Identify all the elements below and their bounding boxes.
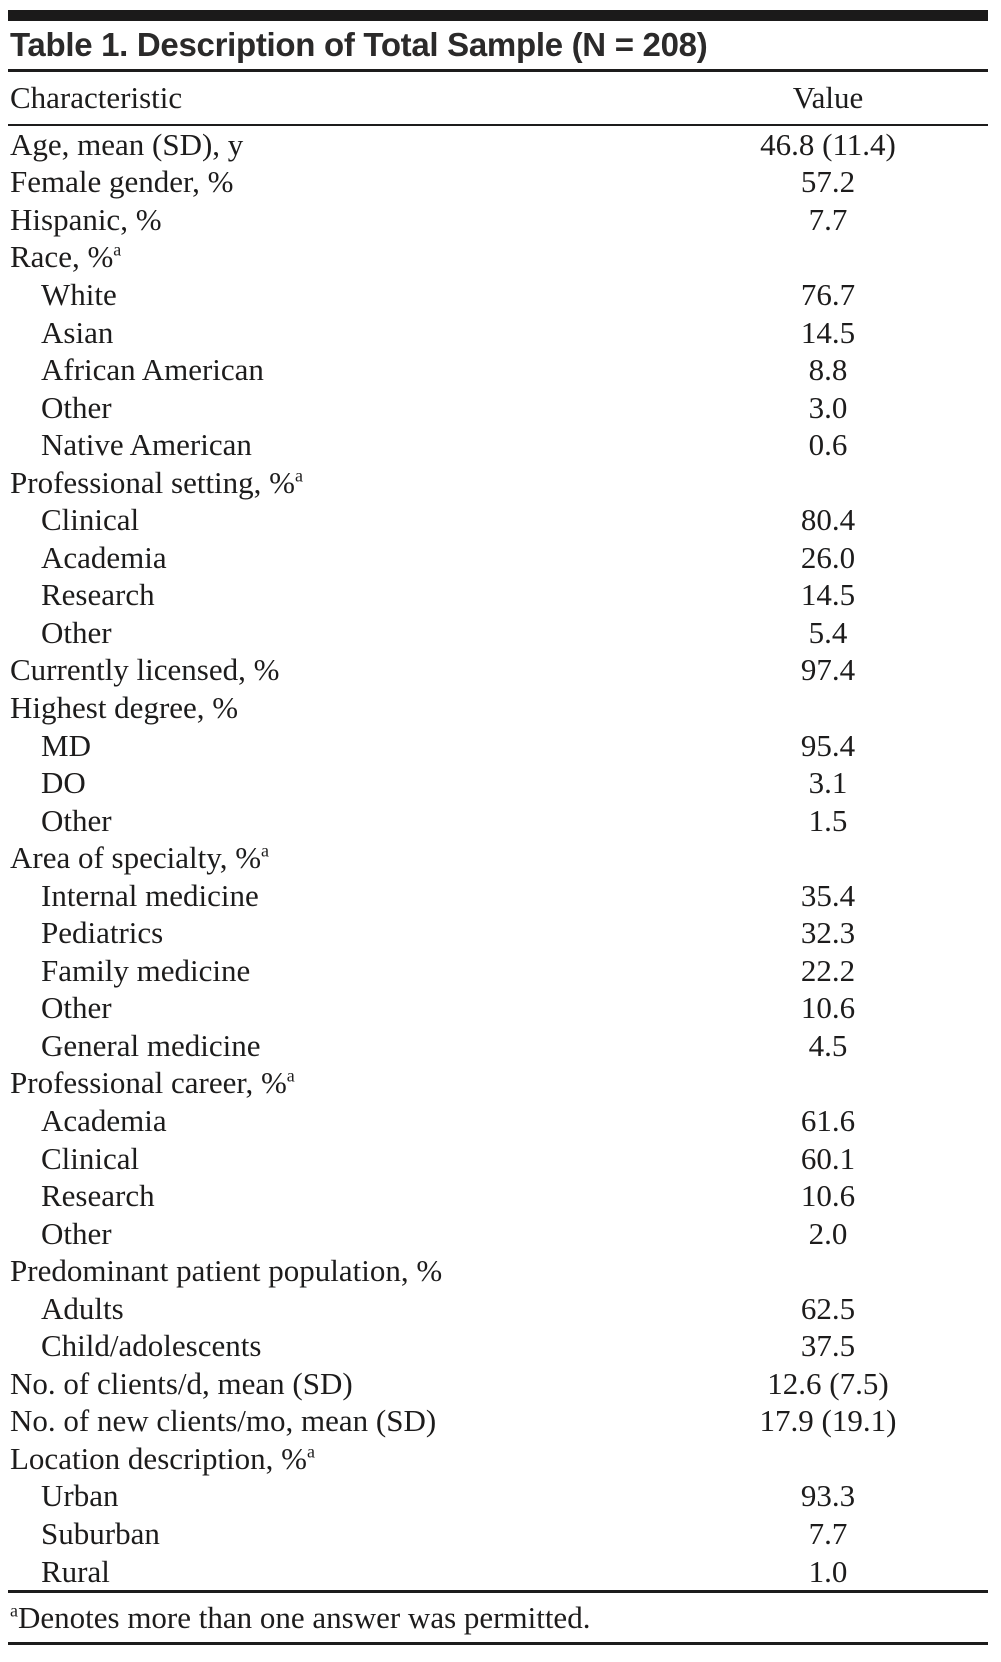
row-label: Urban [41,1478,119,1514]
table-row [8,501,988,539]
table-row [8,689,988,727]
row-label: No. of new clients/mo, mean (SD) [10,1403,437,1439]
row-label: Race, %$^a$ [10,239,122,275]
footnote-text: $^a$Denotes more than one answer was permitted. [10,1599,591,1635]
table-row [8,990,988,1028]
row-label: Clinical [41,1140,140,1176]
table-row [8,1102,988,1140]
row-label: Asian [41,314,114,350]
row-label: Suburban [41,1516,160,1551]
row-value: 2.0 [808,1215,848,1251]
row-value: 0.6 [808,427,848,463]
table-top-bar [8,10,988,21]
row-value: 60.1 [800,1140,856,1176]
row-label: Age, mean (SD), y [10,126,244,162]
row-value: 76.7 [800,276,856,312]
row-value: 62.5 [800,1290,856,1326]
row-label: Professional setting, %$^a$ [10,464,303,500]
table-row [8,1328,988,1366]
row-value: 80.4 [800,502,856,538]
table-row [8,577,988,615]
row-label: Clinical [41,502,140,538]
row-value: 57.2 [800,164,856,200]
table-footnote [8,1593,988,1642]
table-row [8,1065,988,1103]
row-label: Other [41,614,112,650]
row-label: No. of clients/d, mean (SD) [10,1365,353,1401]
table-row [8,1515,988,1553]
row-label: White [41,276,117,312]
table-row [8,539,988,577]
table-title: Table 1. Description of Total Sample (N = 208) [10,26,708,63]
table-row [8,727,988,765]
table-row [8,1403,988,1441]
row-label: Other [41,1215,112,1251]
row-value: 8.8 [808,352,848,388]
table-row [8,614,988,652]
row-value: 1.0 [808,1553,848,1589]
row-value: 14.5 [800,577,856,613]
table-row [8,389,988,427]
table-row [8,914,988,952]
row-label: Research [41,1178,155,1214]
row-label: Adults [41,1290,124,1326]
row-label: Highest degree, % [10,689,239,725]
row-value: 93.3 [800,1478,856,1514]
table-body [8,126,988,1590]
table-row [8,764,988,802]
table-row [8,952,988,990]
table-row [8,426,988,464]
row-label: MD [41,727,91,763]
table-row [8,1290,988,1328]
row-value: 61.6 [800,1102,856,1138]
row-label: Professional career, %$^a$ [10,1065,295,1101]
table-row [8,126,988,164]
row-label: Academia [41,539,167,575]
row-value: 1.5 [808,802,848,838]
table-row [8,164,988,202]
table-row [8,351,988,389]
table-row [8,802,988,840]
table-row [8,1027,988,1065]
column-header-value: Value [792,80,864,115]
table-row [8,464,988,502]
row-label: African American [41,352,264,388]
table-header-row [8,72,988,124]
row-value: 46.8 (11.4) [760,126,896,162]
row-label: Other [41,389,112,425]
row-value: 4.5 [808,1027,848,1063]
table-row [8,1553,988,1591]
row-label: Other [41,802,112,838]
table-row [8,276,988,314]
row-label: Hispanic, % [10,201,162,237]
table-row [8,1478,988,1516]
row-label: Research [41,577,155,613]
table-row [8,839,988,877]
row-label: Predominant patient population, % [10,1253,443,1289]
row-label: Pediatrics [41,915,164,951]
bottom-rule [8,1642,988,1645]
table-row [8,1215,988,1253]
footnote-marker: a [10,1600,18,1621]
row-value: 17.9 (19.1) [759,1403,897,1439]
row-label: Location description, %$^a$ [10,1440,315,1476]
row-value: 7.7 [808,201,848,237]
row-label: DO [41,765,86,801]
row-value: 10.6 [800,990,856,1026]
row-value: 26.0 [800,539,856,575]
row-label: Native American [41,427,252,463]
row-value: 10.6 [800,1178,856,1214]
row-label: Family medicine [41,952,251,988]
table-row [8,201,988,239]
row-label: Rural [41,1553,110,1589]
row-label: Academia [41,1102,167,1138]
table-row [8,1252,988,1290]
table-row [8,1440,988,1478]
row-label: Other [41,990,112,1026]
row-value: 5.4 [808,614,848,650]
row-label: Currently licensed, % [10,652,280,688]
table-row [8,314,988,352]
row-label: Internal medicine [41,877,259,913]
table-row [8,1177,988,1215]
table-row [8,652,988,690]
row-value: 37.5 [800,1328,856,1364]
row-value: 12.6 (7.5) [767,1365,889,1401]
row-value: 32.3 [800,915,856,951]
row-label: General medicine [41,1027,261,1063]
row-value: 22.2 [800,952,856,988]
table-row [8,877,988,915]
column-header-characteristic: Characteristic [10,80,183,115]
row-value: 3.0 [808,389,848,425]
row-label: Area of specialty, %$^a$ [10,840,270,876]
row-value: 97.4 [800,652,856,688]
row-value: 14.5 [800,314,856,350]
row-value: 7.7 [808,1516,848,1551]
table-row [8,1365,988,1403]
row-value: 95.4 [800,727,856,763]
row-label: Female gender, % [10,164,234,200]
row-value: 3.1 [808,765,848,801]
table-row [8,239,988,277]
table-row [8,1140,988,1178]
row-label: Child/adolescents [41,1328,262,1364]
row-value: 35.4 [800,877,856,913]
